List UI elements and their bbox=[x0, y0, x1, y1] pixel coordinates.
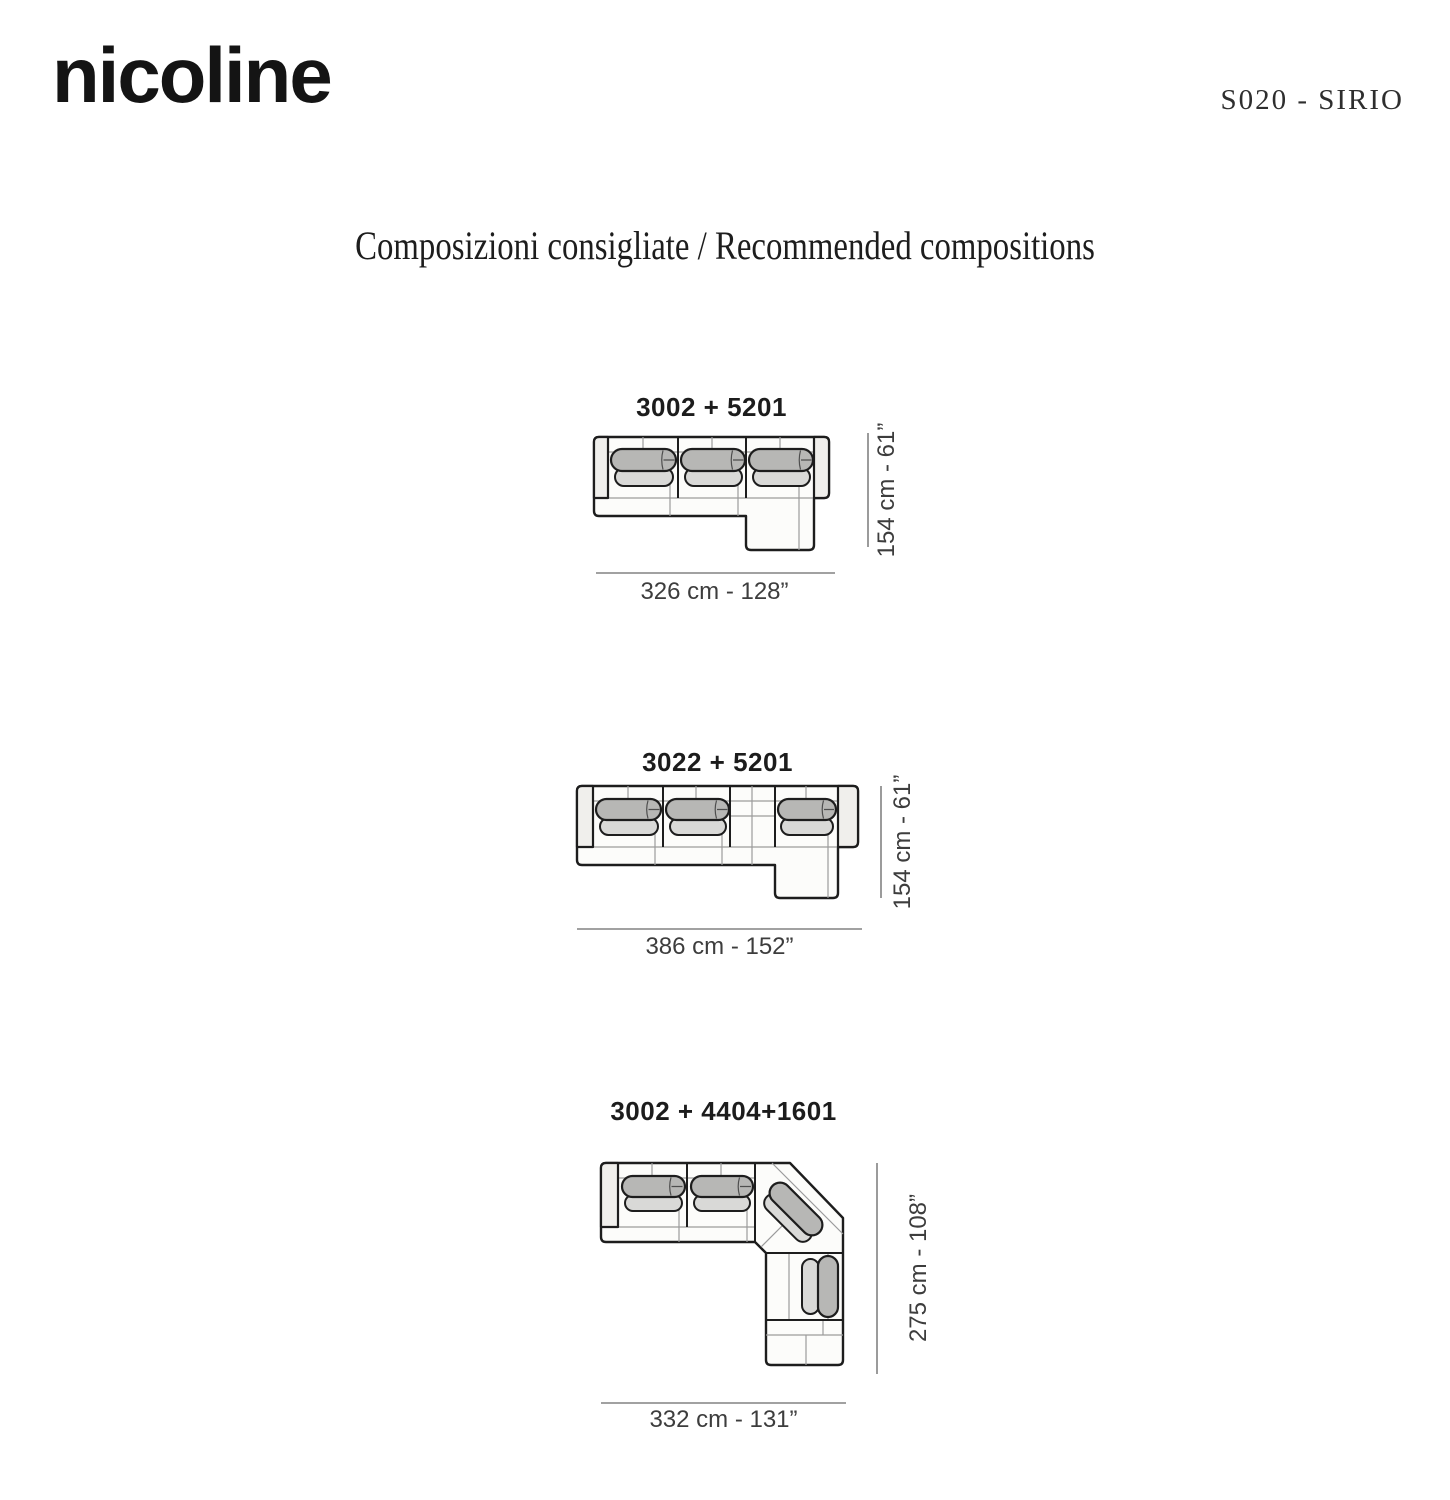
chaise-backrest-cushion bbox=[818, 1256, 838, 1317]
composition-1-width-label: 326 cm - 128” bbox=[640, 578, 789, 605]
product-code: S020 - SIRIO bbox=[1220, 84, 1404, 116]
composition-1-height-label: 154 cm - 61” bbox=[873, 422, 900, 558]
right-armrest bbox=[838, 786, 858, 847]
left-armrest bbox=[594, 437, 608, 498]
composition-3-width-label: 332 cm - 131” bbox=[649, 1406, 798, 1433]
left-armrest bbox=[601, 1163, 618, 1227]
composition-2-height-label: 154 cm - 61” bbox=[889, 774, 916, 910]
composition-3-height-label: 275 cm - 108” bbox=[905, 1193, 932, 1343]
sofa-2-cushions bbox=[596, 799, 836, 835]
sofa-1-cushions bbox=[611, 449, 813, 486]
right-armrest bbox=[814, 437, 829, 498]
composition-2-width-label: 386 cm - 152” bbox=[645, 933, 794, 960]
left-armrest bbox=[577, 786, 593, 847]
composition-3-title: 3002 + 4404+1601 bbox=[610, 1096, 837, 1126]
sofa-top-view-diagram-3 bbox=[595, 1158, 935, 1413]
chaise-seat-cushion bbox=[802, 1259, 819, 1314]
page-title: Composizioni consigliate / Recommended compositions bbox=[355, 223, 1095, 268]
composition-1-title: 3002 + 5201 bbox=[636, 392, 787, 422]
brand-logo: nicoline bbox=[52, 31, 331, 119]
composition-2-title: 3022 + 5201 bbox=[642, 747, 793, 777]
